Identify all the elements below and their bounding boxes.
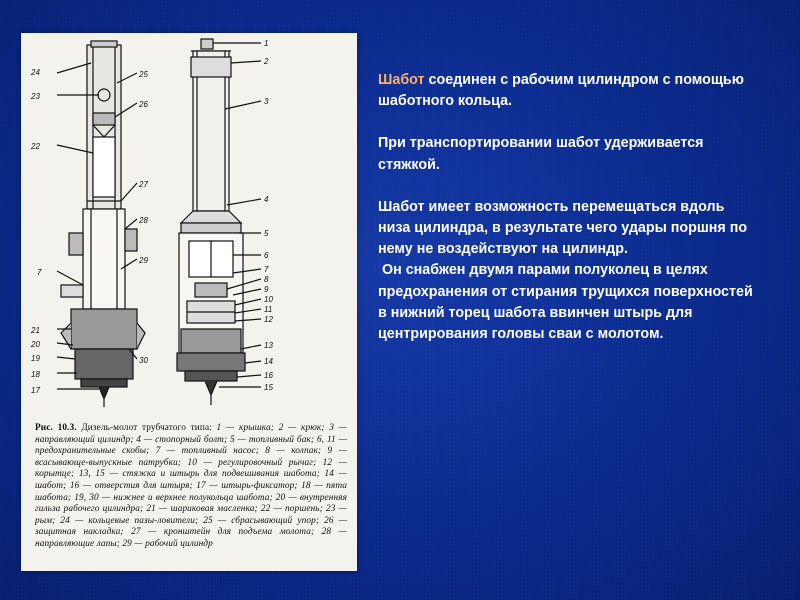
fig-label: 24 bbox=[31, 68, 40, 77]
term-highlight: Шабот bbox=[378, 72, 425, 88]
fig-label: 18 bbox=[31, 370, 40, 379]
description-text bbox=[378, 70, 758, 366]
fig-label: 15 bbox=[264, 383, 273, 392]
fig-label: 27 bbox=[139, 180, 148, 189]
paragraph-2: При транспортировании шабот удерживается стяжкой. bbox=[378, 135, 704, 173]
caption-title: Рис. 10.3. bbox=[35, 423, 77, 433]
paragraph-1 bbox=[378, 70, 758, 112]
fig-label: 3 bbox=[264, 97, 269, 106]
fig-label: 17 bbox=[31, 386, 40, 395]
fig-label: 6 bbox=[264, 251, 269, 260]
figure-caption bbox=[35, 423, 347, 551]
fig-label: 30 bbox=[139, 356, 148, 365]
fig-label: 5 bbox=[264, 229, 269, 238]
fig-label: 8 bbox=[264, 275, 269, 284]
fig-label: 4 bbox=[264, 195, 269, 204]
fig-label: 1 bbox=[264, 39, 269, 48]
fig-label: 19 bbox=[31, 354, 40, 363]
fig-label: 14 bbox=[264, 357, 273, 366]
fig-label: 9 bbox=[264, 285, 269, 294]
fig-label: 7 bbox=[264, 265, 269, 274]
fig-label: 2 bbox=[264, 57, 269, 66]
fig-label: 10 bbox=[264, 295, 273, 304]
fig-label: 23 bbox=[31, 92, 40, 101]
fig-label: 13 bbox=[264, 341, 273, 350]
fig-label: 26 bbox=[139, 100, 148, 109]
fig-label: 28 bbox=[139, 216, 148, 225]
fig-label: 11 bbox=[264, 305, 273, 314]
scanned-figure bbox=[21, 33, 357, 571]
fig-label: 16 bbox=[264, 371, 273, 380]
paragraph-3: Шабот имеет возможность перемещаться вдоль низа цилиндра, в результате чего удары поршня по нему не воздействуют на цилиндр. bbox=[378, 198, 748, 258]
fig-label: 12 bbox=[264, 315, 273, 324]
paragraph-1-rest: соединен с рабочим цилиндром с помощью шаботного кольца. bbox=[378, 72, 744, 110]
fig-label: 22 bbox=[31, 142, 40, 151]
diesel-hammer-drawing bbox=[21, 33, 357, 418]
fig-label: 21 bbox=[31, 326, 40, 335]
paragraph-4: Он снабжен двумя парами полуколец в целях предохранения от стирания трущихся поверхностей в нижний торец шабота ввинчен штырь для центрирования головы сваи с молотом. bbox=[378, 262, 757, 343]
fig-label: 25 bbox=[139, 70, 148, 79]
caption-body: 1 — крышка; 2 — крюк; 3 — направляющий цилиндр; 4 — стопорный болт; 5 — топливный бак; 6, 11 — предохранительные скобы; 7 — топливный насос; 8 — колпак; 9 — всасывающе-выпускные патрубки; 10 — регулировочный рычаг; 12 — корытце; 13, 15 — стяжка и штырь для подвешивания шабота; 14 — шабот; 16 — отверстия для штыря; 17 — штырь-фиксатор; 18 — пята шабота; 19, 30 — нижнее и верхнее полукольца шабота; 20 — внутренняя гильза рабочего цилиндра; 21 — шариковая масленка; 22 — поршень; 23 — рым; 24 — кольцевые пазы-ловители; 25 — сбрасывающий упор; 26 — защитная накладка; 27 — кронштейн для подъема молота; 28 — направляющие лапы; 29 — рабочий цилиндр bbox=[35, 423, 348, 549]
fig-label: 29 bbox=[139, 256, 148, 265]
fig-label: 20 bbox=[31, 340, 40, 349]
caption-subtitle: Дизель-молот трубчатого типа: bbox=[81, 423, 212, 433]
fig-label: 7 bbox=[37, 268, 42, 277]
